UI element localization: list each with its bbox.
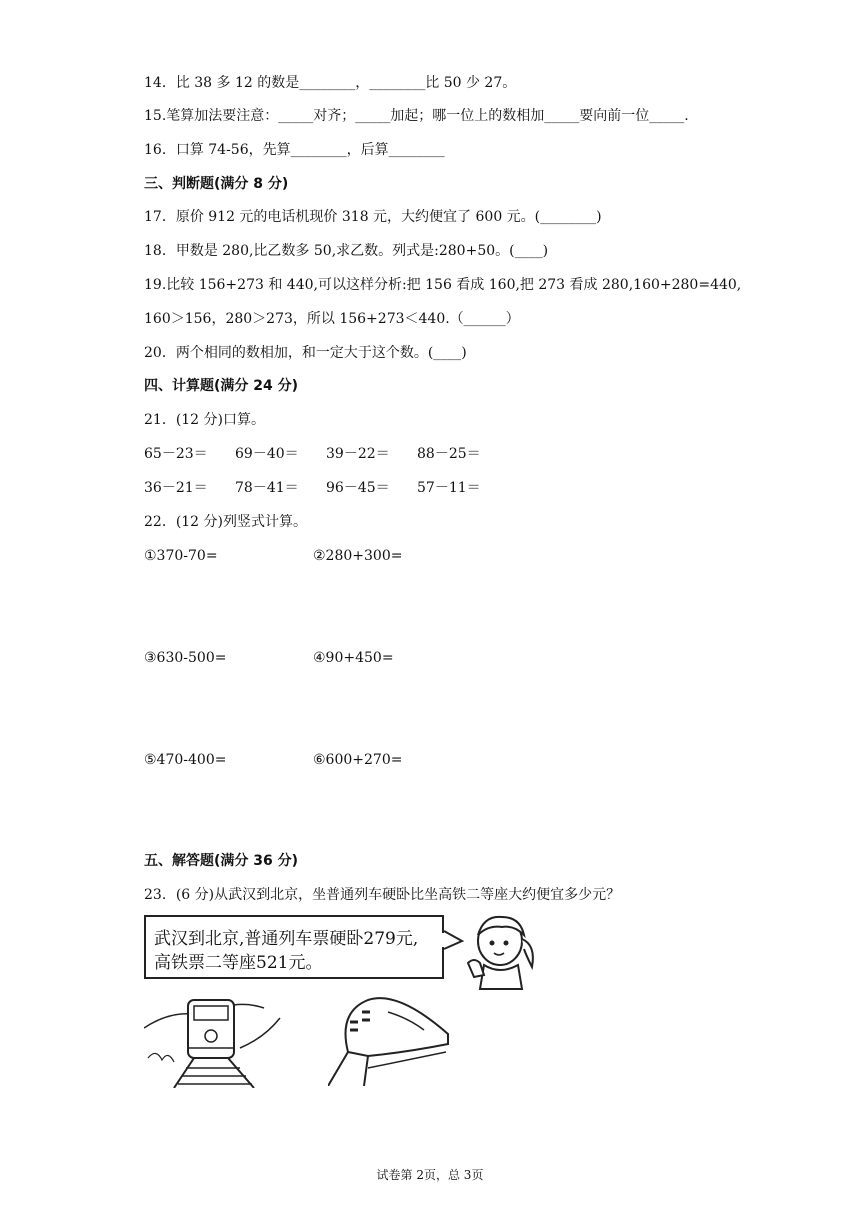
question-18: 18．甲数是 280,比乙数多 50,求乙数。列式是:280+50。(____): [144, 243, 549, 259]
question-19-line-2: 160＞156，280＞273，所以 156+273＜440.（______）: [144, 311, 520, 327]
question-15: 15.笔算加法要注意：_____对齐；_____加起；哪一位上的数相加_____要向前一位_____.: [144, 108, 689, 124]
vertical-calc-3: ③630-500=: [144, 650, 227, 666]
question-22: 22．(12 分)列竖式计算。: [144, 514, 308, 530]
oral-calc-3: 39－22＝: [326, 446, 390, 462]
section-3-heading: 三、判断题(满分 8 分): [144, 176, 289, 192]
oral-calc-4: 88－25＝: [417, 446, 481, 462]
girl-illustration: [440, 905, 540, 990]
high-speed-train-illustration: [328, 982, 453, 1086]
oral-calc-8: 57－11＝: [417, 480, 481, 496]
question-19-line-1: 19.比较 156+273 和 440,可以这样分析:把 156 看成 160,把 273 看成 280,160+280=440,: [144, 277, 742, 293]
page-footer: 试卷第 2页，总 3页: [376, 1168, 484, 1182]
question-20: 20．两个相同的数相加，和一定大于这个数。(____): [144, 345, 467, 361]
oral-calc-1: 65－23＝: [144, 446, 208, 462]
section-5-heading: 五、解答题(满分 36 分): [144, 853, 299, 869]
oral-calc-5: 36－21＝: [144, 480, 208, 496]
vertical-calc-4: ④90+450=: [313, 650, 394, 666]
bubble-line-2: 高铁票二等座521元。: [154, 953, 323, 973]
vertical-calc-5: ⑤470-400=: [144, 752, 227, 768]
oral-calc-6: 78－41＝: [235, 480, 299, 496]
bubble-line-1: 武汉到北京,普通列车票硬卧279元,: [154, 929, 419, 949]
question-14: 14．比 38 多 12 的数是________，________比 50 少 27。: [144, 75, 517, 91]
regular-train-illustration: [144, 988, 284, 1088]
oral-calc-7: 96－45＝: [326, 480, 390, 496]
oral-calc-2: 69－40＝: [235, 446, 299, 462]
vertical-calc-6: ⑥600+270=: [313, 752, 403, 768]
speech-bubble: [144, 915, 444, 979]
question-17: 17．原价 912 元的电话机现价 318 元，大约便宜了 600 元。(________): [144, 209, 602, 225]
question-21: 21．(12 分)口算。: [144, 412, 266, 428]
vertical-calc-2: ②280+300=: [313, 548, 403, 564]
vertical-calc-1: ①370-70=: [144, 548, 218, 564]
question-23: 23．(6 分)从武汉到北京，坐普通列车硬卧比坐高铁二等座大约便宜多少元？: [144, 887, 621, 903]
section-4-heading: 四、计算题(满分 24 分): [144, 378, 299, 394]
question-16: 16．口算 74-56，先算________，后算________: [144, 142, 445, 158]
